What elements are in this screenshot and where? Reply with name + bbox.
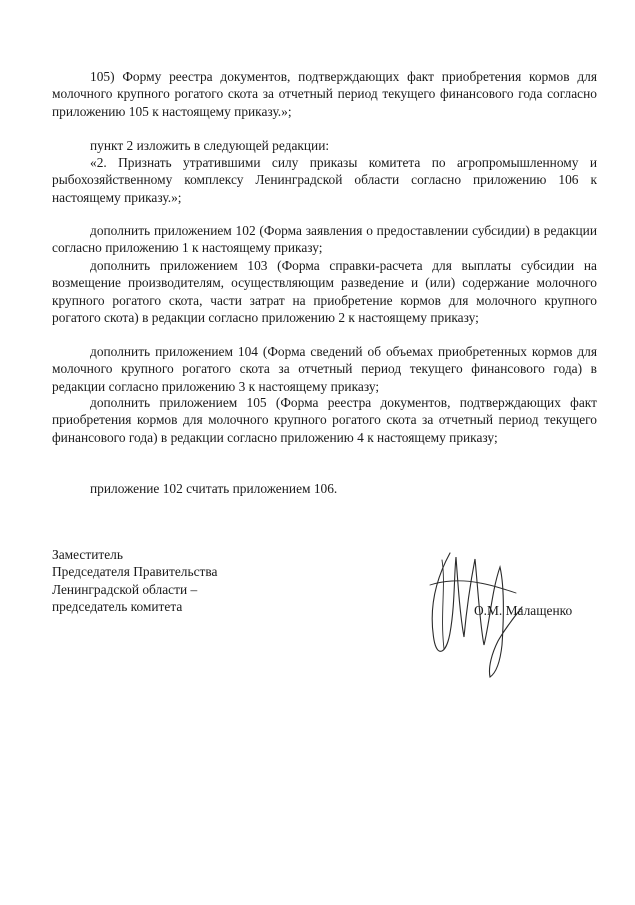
paragraph-item-105: 105) Форму реестра документов, подтверждающих факт приобретения кормов для молочного крупного рогатого скота за отчетный период текущего финансового года согласно приложению 105 к настоящему приказу.»; [52, 69, 597, 119]
signatory-title [52, 546, 312, 616]
paragraph-point-2-intro: пункт 2 изложить в следующей редакции: [90, 138, 330, 153]
signatory-line: Ленинградской области – [52, 581, 198, 597]
signatory-line: Председателя Правительства [52, 564, 218, 580]
paragraph-appendix-102: дополнить приложением 102 (Форма заявления о предоставлении субсидии) в редакции согласно приложению 1 к настоящему приказу; [52, 223, 597, 256]
signatory-line: Заместитель [52, 547, 123, 562]
signatory-line: председатель комитета [52, 599, 183, 615]
signatory-name: О.М. Малащенко [474, 603, 573, 618]
paragraph-point-2-text: «2. Признать утратившими силу приказы комитета по агропромышленному и рыбохозяйственному комплексу Ленинградской области согласно приложению 106 к настоящему приказу.»; [52, 155, 597, 205]
paragraph-appendix-105: дополнить приложением 105 (Форма реестра документов, подтверждающих факт приобретения кормов для молочного крупного рогатого скота за отчетный период текущего финансового года) в редакции согласно приложению 4 к настоящему приказу; [52, 395, 597, 445]
paragraph-renumber: приложение 102 считать приложением 106. [90, 481, 338, 496]
paragraph-appendix-104: дополнить приложением 104 (Форма сведений об объемах приобретенных кормов для молочного крупного рогатого скота за отчетный период текущего финансового года) в редакции согласно приложению 3 к настоящему приказу; [52, 344, 597, 394]
paragraph-appendix-103: дополнить приложением 103 (Форма справки-расчета для выплаты субсидии на возмещение производителям, осуществляющим разведение и (или) содержание молочного крупного рогатого скота, части затрат на приобретение кормов для молочного крупного рогатого скота) в редакции согласно приложению 2 к настоящему приказу; [52, 258, 597, 326]
